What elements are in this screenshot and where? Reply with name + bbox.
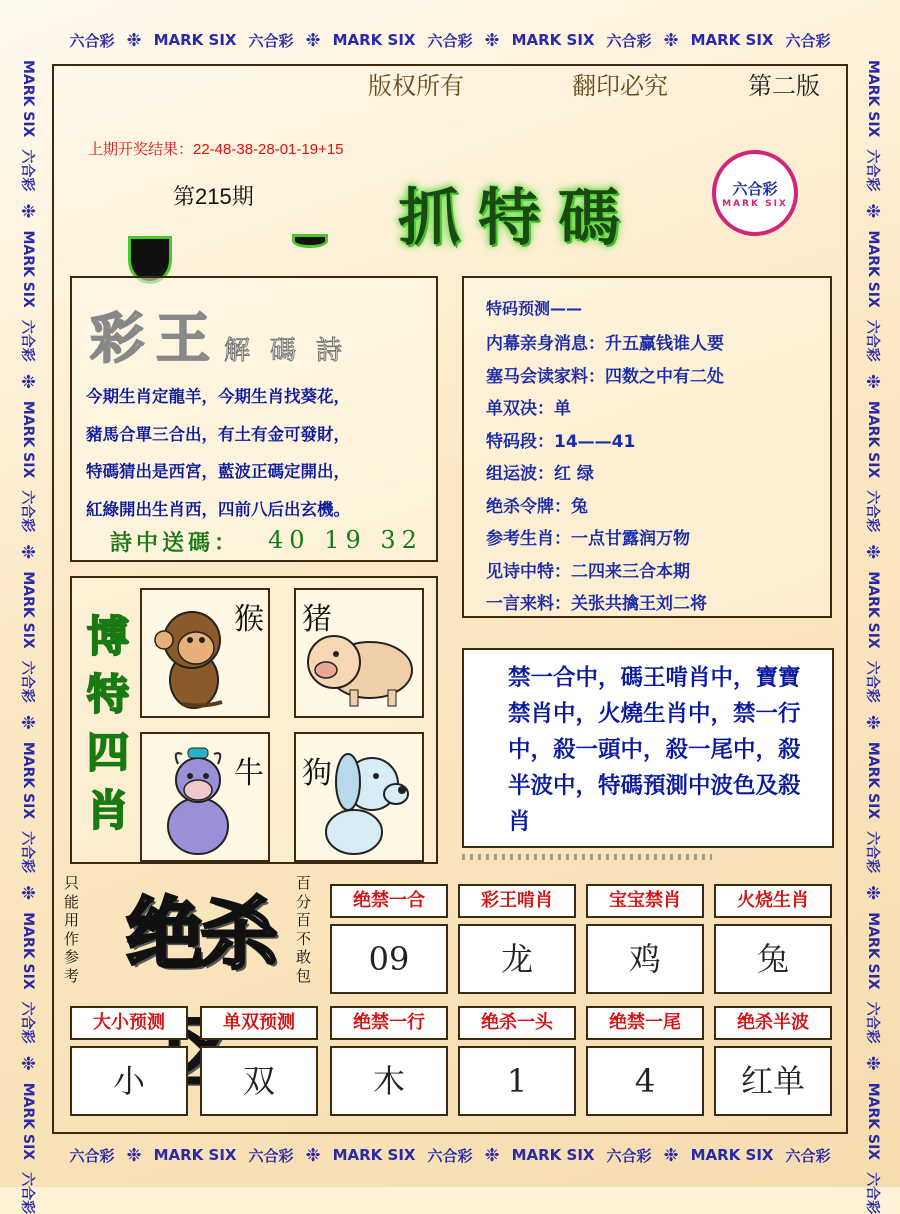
flower-icon: ❉: [862, 203, 884, 219]
tile-element: [330, 1006, 448, 1116]
prediction-row: 塞马会读家料：四数之中有二处: [486, 366, 724, 387]
strip-lhc: 六合彩: [248, 31, 294, 50]
ban-text-box: 禁一合中，碼王啃肖中，寶寶禁肖中，火燒生肖中，禁一行中，殺一頭中，殺一尾中，殺半波中，特碼預測中波色及殺肖: [462, 648, 834, 848]
strip-lhc: 六合彩: [69, 31, 115, 50]
poem-subtitle: 解碼詩: [224, 336, 363, 366]
poem-line: 特碼猜出是西宮，藍波正碼定開出，: [86, 462, 350, 481]
tile-fire-zodiac: [714, 884, 832, 994]
divider: [462, 854, 712, 860]
page-title: 抓特碼: [398, 181, 639, 254]
flower-icon: ❉: [484, 29, 500, 51]
strip-mark-six: MARK SIX: [20, 571, 36, 649]
tile-head: 大小预测: [70, 1006, 188, 1040]
flower-icon: ❉: [126, 29, 142, 51]
tile-head: 单双预测: [200, 1006, 318, 1040]
flower-icon: ❉: [862, 1055, 884, 1071]
poem-box: [70, 276, 438, 562]
tile-head: 绝杀一头: [458, 1006, 576, 1040]
tile-value: 红单: [714, 1046, 832, 1116]
flower-icon: ❉: [17, 373, 39, 389]
tile-baby-zodiac: [586, 884, 704, 994]
strip-lhc: 六合彩: [864, 149, 880, 192]
strip-lhc: 六合彩: [19, 319, 35, 362]
strip-lhc: 六合彩: [19, 490, 35, 533]
zodiac-name: 牛: [234, 756, 264, 791]
last-result: 上期开奖结果：22-48-38-28-01-19+15: [88, 141, 344, 158]
strip-lhc: 六合彩: [864, 660, 880, 703]
flower-icon: ❉: [17, 203, 39, 219]
poem-send-label: 詩中送碼：: [110, 530, 241, 556]
zodiac-monkey: [140, 588, 270, 718]
tile-half-wave: [714, 1006, 832, 1116]
poem-lines: [86, 378, 431, 528]
strip-mark-six: MARK SIX: [332, 1146, 416, 1164]
flower-icon: ❉: [17, 1055, 39, 1071]
prediction-row: 组运波：红 绿: [486, 464, 594, 484]
right-border-strip: [855, 60, 891, 1214]
strip-lhc: 六合彩: [606, 31, 652, 50]
strip-mark-six: MARK SIX: [865, 571, 881, 649]
tile-head: 绝禁一行: [330, 1006, 448, 1040]
strip-mark-six: MARK SIX: [511, 1146, 595, 1164]
strip-mark-six: MARK SIX: [865, 60, 881, 138]
zodiac-dog: [294, 732, 424, 862]
tile-size: [70, 1006, 188, 1116]
flower-icon: ❉: [862, 885, 884, 901]
tile-value: 4: [586, 1046, 704, 1116]
strip-lhc: 六合彩: [19, 149, 35, 192]
edition-label: 第二版: [748, 72, 820, 100]
strip-mark-six: MARK SIX: [20, 1082, 36, 1161]
strip-lhc: 六合彩: [427, 31, 473, 50]
decor-blob: [292, 234, 328, 248]
flower-icon: ❉: [17, 885, 39, 901]
flower-icon: ❉: [17, 714, 39, 730]
strip-lhc: 六合彩: [785, 1146, 831, 1165]
strip-lhc: 六合彩: [248, 1146, 294, 1165]
strip-lhc: 六合彩: [864, 319, 880, 362]
flower-icon: ❉: [126, 1144, 142, 1166]
strip-mark-six: MARK SIX: [865, 400, 881, 479]
strip-mark-six: MARK SIX: [20, 741, 36, 820]
strip-lhc: 六合彩: [864, 831, 880, 874]
prediction-title: 特码预测——: [486, 299, 583, 318]
poem-line: 豬馬合單三合出，有土有金可發財，: [86, 424, 350, 444]
prediction-row: 绝杀令牌：兔: [486, 496, 588, 517]
tile-value: 木: [330, 1046, 448, 1116]
tile-head: 彩王啃肖: [458, 884, 576, 918]
poem-line: 今期生肖定龍羊，今期生肖找葵花，: [86, 387, 350, 406]
flower-icon: ❉: [663, 29, 679, 51]
strip-mark-six: MARK SIX: [20, 230, 36, 308]
strip-lhc: 六合彩: [864, 490, 880, 533]
prediction-box: [462, 276, 832, 618]
poem-send-numbers: 40 19 32: [268, 526, 423, 554]
tile-value: 鸡: [586, 924, 704, 994]
zodiac-name: 猴: [234, 602, 264, 637]
strip-mark-six: MARK SIX: [20, 912, 36, 990]
strip-mark-six: MARK SIX: [865, 912, 881, 990]
zodiac-name: 猪: [302, 602, 332, 637]
strip-mark-six: MARK SIX: [332, 31, 416, 49]
zodiac-name: 狗: [302, 756, 332, 791]
flower-icon: ❉: [305, 29, 321, 51]
zodiac-ox: [140, 732, 270, 862]
prediction-row: 内幕亲身消息：升五赢钱谁人要: [486, 334, 724, 354]
strip-lhc: 六合彩: [427, 1146, 473, 1165]
tile-ban-one-he: [330, 884, 448, 994]
hundred-percent-note: 百分百不敢包: [296, 874, 312, 985]
strip-lhc: 六合彩: [19, 1001, 35, 1044]
tile-value: 双: [200, 1046, 318, 1116]
tile-odd-even: [200, 1006, 318, 1116]
strip-mark-six: MARK SIX: [153, 31, 237, 49]
left-border-strip: [10, 60, 46, 1214]
only-reference-note: 只能用作参考: [64, 874, 80, 985]
tile-head-digit: [458, 1006, 576, 1116]
prediction-row: 参考生肖：一点甘露润万物: [486, 529, 690, 549]
zodiac-pig: [294, 588, 424, 718]
flower-icon: ❉: [17, 544, 39, 560]
tile-value: 龙: [458, 924, 576, 994]
issue-number: 第215期: [173, 184, 254, 209]
flower-icon: ❉: [305, 1144, 321, 1166]
tile-value: 1: [458, 1046, 576, 1116]
strip-lhc: 六合彩: [19, 1172, 35, 1214]
prediction-row: 见诗中特：二四来三合本期: [486, 561, 690, 582]
strip-mark-six: MARK SIX: [20, 400, 36, 479]
prediction-row: 特码段：14——41: [486, 431, 636, 452]
strip-lhc: 六合彩: [785, 31, 831, 50]
strip-mark-six: MARK SIX: [20, 60, 36, 138]
strip-mark-six: MARK SIX: [690, 1146, 774, 1164]
strip-mark-six: MARK SIX: [511, 31, 595, 49]
poem-title: 彩王: [90, 306, 222, 370]
copyright-label: 版权所有: [368, 72, 464, 100]
strip-lhc: 六合彩: [19, 660, 35, 703]
logo-en: MARK SIX: [722, 198, 788, 209]
tile-head: 绝禁一合: [330, 884, 448, 918]
kill-zone-title: 绝杀: [125, 889, 274, 980]
strip-mark-six: MARK SIX: [865, 230, 881, 308]
strip-lhc: 六合彩: [19, 831, 35, 874]
tile-head: 绝杀半波: [714, 1006, 832, 1040]
strip-lhc: 六合彩: [864, 1001, 880, 1044]
bottom-border-strip: [0, 1137, 900, 1173]
tile-head: 绝禁一尾: [586, 1006, 704, 1040]
flower-icon: ❉: [862, 544, 884, 560]
top-border-strip: [0, 22, 900, 58]
tile-head: 火烧生肖: [714, 884, 832, 918]
mark-six-logo: [712, 150, 798, 236]
logo-cn: 六合彩: [732, 179, 778, 198]
flower-icon: ❉: [862, 373, 884, 389]
flower-icon: ❉: [663, 1144, 679, 1166]
zodiac-box: [70, 576, 438, 864]
tile-value: 兔: [714, 924, 832, 994]
no-reprint-label: 翻印必究: [572, 72, 668, 100]
zodiac-label: 博特四肖: [86, 612, 129, 835]
tile-head: 宝宝禁肖: [586, 884, 704, 918]
tile-value: 小: [70, 1046, 188, 1116]
strip-mark-six: MARK SIX: [865, 1082, 881, 1161]
tile-value: 09: [330, 924, 448, 994]
strip-lhc: 六合彩: [606, 1146, 652, 1165]
poem-line: 紅綠開出生肖西，四前八后出玄機。: [86, 499, 350, 519]
prediction-row: 单双决：单: [486, 399, 571, 419]
flower-icon: ❉: [862, 714, 884, 730]
strip-lhc: 六合彩: [69, 1146, 115, 1165]
prediction-row: 一言来料：关张共擒王刘二将: [486, 594, 707, 614]
strip-mark-six: MARK SIX: [153, 1146, 237, 1164]
tile-king-zodiac: [458, 884, 576, 994]
strip-mark-six: MARK SIX: [865, 741, 881, 820]
flower-icon: ❉: [484, 1144, 500, 1166]
tile-tail-digit: [586, 1006, 704, 1116]
strip-mark-six: MARK SIX: [690, 31, 774, 49]
strip-lhc: 六合彩: [864, 1172, 880, 1214]
